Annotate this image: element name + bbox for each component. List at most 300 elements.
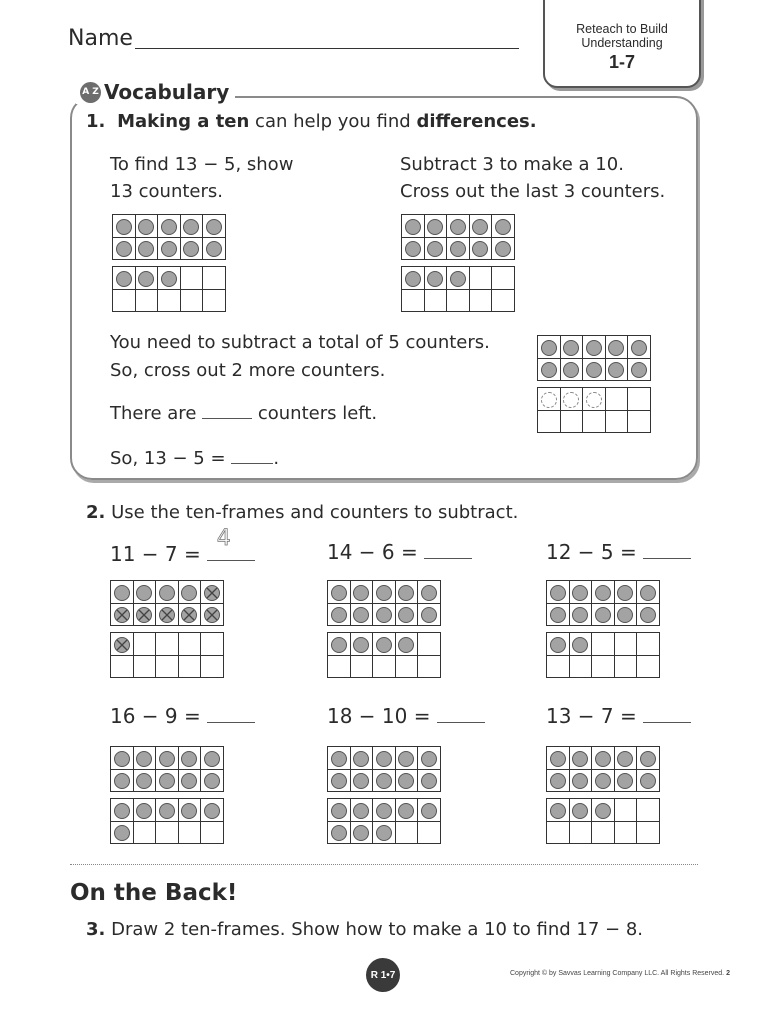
counter [136,751,152,767]
counter [550,803,566,819]
ten-frame [537,387,651,433]
counter [450,219,466,235]
ten-frame-cell [628,358,651,381]
counter [353,585,369,601]
counter [608,340,624,356]
removed-counter [563,392,579,408]
ten-frame-cell [180,215,203,238]
counter [640,585,656,601]
counter [376,637,392,653]
ten-frame-cell [402,237,425,260]
subtraction-equation [327,540,472,564]
ten-frame-cell [178,603,201,626]
ten-frame-cell [133,799,156,822]
ten-frame-cell [178,633,201,656]
counter [376,751,392,767]
ten-frame-cell [373,603,396,626]
ten-frame-cell [560,358,583,381]
counter [159,773,175,789]
counter [138,271,154,287]
dotted-answer: 4 [216,526,231,551]
ten-frame-cell [156,633,179,656]
counter [541,340,557,356]
ten-frame-cell [614,581,637,604]
ten-frame-cell [373,581,396,604]
counter [204,803,220,819]
counter [116,219,132,235]
ten-frame-cell [605,358,628,381]
counter [353,773,369,789]
ten-frame-cell [158,289,181,312]
counter [450,241,466,257]
ten-frame-cell [158,267,181,290]
ten-frame-cell [614,655,637,678]
ten-frame-cell [201,769,224,792]
counter [376,773,392,789]
ten-frame-cell [328,603,351,626]
answer-blank[interactable] [424,558,472,559]
equation-text: 11 − 7 = [110,542,201,566]
ten-frame [546,580,660,626]
ten-frame-cell [418,603,441,626]
ten-frame-cell [547,747,570,770]
counter [563,340,579,356]
counter [572,773,588,789]
ten-frame-cell [560,410,583,433]
ten-frame-cell [447,215,470,238]
ten-frame-cell [395,769,418,792]
crossed-counter [114,607,130,623]
ten-frame-cell [203,267,226,290]
example-right-line2: Cross out the last 3 counters. [400,181,666,202]
counter [353,607,369,623]
ten-frame-cell [350,769,373,792]
ten-frame-cell [178,581,201,604]
ten-frame-cell [350,747,373,770]
counter [136,803,152,819]
counter [595,773,611,789]
ten-frame-cell [133,581,156,604]
ten-frame-cell [418,747,441,770]
ten-frame-cell [201,655,224,678]
ten-frame-cell [424,215,447,238]
ten-frame-cell [424,289,447,312]
counter [595,751,611,767]
ten-frame [110,798,224,844]
counter [204,773,220,789]
lesson-type-line2: Understanding [581,36,663,50]
counter [550,607,566,623]
ten-frame-cell [492,289,515,312]
ten-frame-cell [547,603,570,626]
ten-frame-cell [328,747,351,770]
counter [181,803,197,819]
counter [114,773,130,789]
counter [398,751,414,767]
example-line6 [110,448,279,469]
crossed-counter [114,637,130,653]
removed-counter [586,392,602,408]
ten-frame-cell [113,267,136,290]
ten-frame-cell [418,655,441,678]
ten-frame-cell [328,633,351,656]
question-1-number: 1. [86,111,106,132]
counter [159,803,175,819]
ten-frame-cell [158,237,181,260]
crossed-counter [204,607,220,623]
ten-frame-cell [395,603,418,626]
ten-frame-cell [178,747,201,770]
ten-frame [401,266,515,312]
crossed-counter [136,607,152,623]
ten-frame-cell [583,410,606,433]
ten-frame-cell [418,821,441,844]
ten-frame [327,746,441,792]
counter [114,803,130,819]
crossed-counter [159,607,175,623]
ten-frame-cell [113,289,136,312]
counter [572,607,588,623]
ten-frame-cell [592,603,615,626]
ten-frame-cell [350,633,373,656]
answer-blank-13-minus-5[interactable] [231,463,273,464]
ten-frame-cell [605,336,628,359]
ten-frame-cell [350,821,373,844]
copyright-notice [510,970,730,977]
ten-frame-cell [569,769,592,792]
subtraction-equation [546,540,691,564]
question-3-text: Draw 2 ten-frames. Show how to make a 10 to find 17 − 8. [111,919,644,940]
counter [586,362,602,378]
ten-frame-cell [156,821,179,844]
crossed-counter [204,585,220,601]
counter [398,773,414,789]
counter [495,219,511,235]
ten-frame-cell [156,747,179,770]
ten-frame-cell [111,655,134,678]
counter [204,751,220,767]
counter [181,773,197,789]
counter [421,803,437,819]
ten-frame-cell [203,215,226,238]
ten-frame-cell [135,237,158,260]
ten-frame-cell [201,747,224,770]
counter [595,585,611,601]
counter [550,585,566,601]
ten-frame [327,632,441,678]
counter [495,241,511,257]
ten-frame-cell [560,336,583,359]
ten-frame-cell [592,747,615,770]
counter [617,585,633,601]
answer-blank-counters-left[interactable] [202,418,252,419]
ten-frame-cell [133,655,156,678]
line6-equation: So, 13 − 5 = [110,448,226,469]
counter [550,773,566,789]
q1-mid-text: can help you find [249,111,417,132]
ten-frame-cell [592,769,615,792]
answer-blank[interactable] [207,722,255,723]
ten-frame-cell [424,267,447,290]
ten-frame-cell [592,821,615,844]
ten-frame-cell [158,215,181,238]
ten-frame-cell [547,655,570,678]
ten-frame-cell [373,655,396,678]
ten-frame-cell [583,336,606,359]
ten-frame [546,746,660,792]
counter [563,362,579,378]
counter [398,607,414,623]
counter [631,362,647,378]
counter [421,607,437,623]
ten-frame-cell [328,655,351,678]
ten-frame-cell [569,633,592,656]
answer-blank[interactable] [643,722,691,723]
ten-frame-cell [395,633,418,656]
counter [114,751,130,767]
ten-frame-cell [133,821,156,844]
counter [421,751,437,767]
ten-frame-cell [614,769,637,792]
counter [421,585,437,601]
ten-frame-cell [111,633,134,656]
counter [138,241,154,257]
ten-frame-cell [569,581,592,604]
ten-frame-cell [637,799,660,822]
counter [376,803,392,819]
counter [427,271,443,287]
counter [550,637,566,653]
counter [640,751,656,767]
ten-frame-cell [547,799,570,822]
name-field-line[interactable] [135,48,519,49]
lesson-tab [543,0,701,88]
counter [572,637,588,653]
ten-frame-cell [447,289,470,312]
question-1 [86,111,537,132]
ten-frame-cell [605,410,628,433]
ten-frame-cell [418,581,441,604]
ten-frame-cell [111,799,134,822]
counter [608,362,624,378]
counter [181,585,197,601]
ten-frame-cell [180,237,203,260]
counter [595,803,611,819]
ten-frame-cell [373,821,396,844]
answer-blank[interactable] [643,558,691,559]
answer-blank[interactable] [207,526,255,561]
ten-frame-cell [614,821,637,844]
subtraction-equation [327,704,485,728]
ten-frame-cell [178,821,201,844]
ten-frame [546,632,660,678]
dotted-divider [70,864,698,865]
term-differences: differences. [416,111,537,132]
ten-frame-cell [418,799,441,822]
counter [376,825,392,841]
ten-frame-cell [469,215,492,238]
ten-frame-cell [156,799,179,822]
ten-frame-cell [605,388,628,411]
counter [427,241,443,257]
counter [183,219,199,235]
ten-frame-cell [469,267,492,290]
counter [617,773,633,789]
equation-text: 12 − 5 = [546,540,637,564]
ten-frame [110,746,224,792]
ten-frame-cell [447,237,470,260]
ten-frame-cell [492,215,515,238]
counter [472,241,488,257]
counter [138,219,154,235]
ten-frame-cell [203,237,226,260]
example-line4: So, cross out 2 more counters. [110,360,386,381]
counter [161,271,177,287]
ten-frame [110,580,224,626]
ten-frame-cell [328,581,351,604]
line5-before: There are [110,403,197,424]
ten-frame-cell [133,603,156,626]
ten-frame-cell [637,581,660,604]
ten-frame-cell [583,358,606,381]
counter [331,751,347,767]
ten-frame-cell [538,336,561,359]
subtraction-equation [110,704,255,728]
ten-frame-cell [560,388,583,411]
ten-frame-cell [395,747,418,770]
equation-text: 14 − 6 = [327,540,418,564]
ten-frame-cell [547,769,570,792]
ten-frame-cell [373,799,396,822]
equation-text: 13 − 7 = [546,704,637,728]
ten-frame-cell [395,799,418,822]
ten-frame-cell [111,581,134,604]
ten-frame-cell [201,821,224,844]
ten-frame-cell [637,655,660,678]
ten-frame-cell [328,769,351,792]
ten-frame-cell [469,237,492,260]
lesson-number: 1-7 [608,52,635,72]
counter [206,219,222,235]
ten-frame-cell [156,769,179,792]
ten-frame-cell [402,289,425,312]
counter [114,585,130,601]
ten-frame-cell [113,215,136,238]
counter [450,271,466,287]
counter [427,219,443,235]
ten-frame-cell [328,821,351,844]
ten-frame [327,580,441,626]
ten-frame-cell [547,581,570,604]
example-right-line1: Subtract 3 to make a 10. [400,154,624,175]
ten-frame-cell [538,388,561,411]
ten-frame-cell [492,267,515,290]
ten-frame-cell [156,655,179,678]
ten-frame-cell [156,581,179,604]
counter [405,271,421,287]
counter [114,825,130,841]
ten-frame-cell [178,799,201,822]
ten-frame-cell [156,603,179,626]
ten-frame-cell [614,747,637,770]
ten-frame-cell [614,799,637,822]
removed-counter [541,392,557,408]
counter [136,773,152,789]
counter [405,219,421,235]
page-number: 2 [726,970,730,977]
ten-frame-cell [569,655,592,678]
counter [617,751,633,767]
counter [159,585,175,601]
counter [331,607,347,623]
counter [159,751,175,767]
ten-frame-cell [637,603,660,626]
answer-blank[interactable] [437,722,485,723]
ten-frame-cell [201,603,224,626]
counter [353,637,369,653]
ten-frame-cell [111,769,134,792]
ten-frame-cell [395,581,418,604]
ten-frame-cell [592,633,615,656]
ten-frame-cell [395,821,418,844]
counter [331,637,347,653]
lesson-type-line1: Reteach to Build [576,22,668,36]
question-2 [86,502,518,523]
line5-after: counters left. [257,403,378,424]
counter [353,825,369,841]
counter [572,585,588,601]
ten-frame-cell [418,769,441,792]
ten-frame [112,266,226,312]
ten-frame-cell [569,799,592,822]
ten-frame [401,214,515,260]
ten-frame-cell [418,633,441,656]
ten-frame-cell [628,388,651,411]
ten-frame-cell [637,821,660,844]
equation-text: 18 − 10 = [327,704,431,728]
counter [161,219,177,235]
ten-frame-cell [111,821,134,844]
ten-frame-cell [592,799,615,822]
counter [331,803,347,819]
subtraction-equation [110,526,255,566]
page-badge: R 1•7 [366,958,400,992]
counter [617,607,633,623]
ten-frame-cell [538,410,561,433]
ten-frame-cell [402,215,425,238]
ten-frame-cell [492,237,515,260]
counter [353,803,369,819]
ten-frame-cell [569,747,592,770]
example-left-line1: To find 13 − 5, show [110,154,294,175]
counter [541,362,557,378]
ten-frame [112,214,226,260]
equation-text: 16 − 9 = [110,704,201,728]
ten-frame-cell [203,289,226,312]
ten-frame-cell [538,358,561,381]
question-3-number: 3. [86,919,106,940]
ten-frame-cell [592,655,615,678]
counter [136,585,152,601]
az-icon: A Z [80,82,101,103]
counter [116,241,132,257]
copyright-text: Copyright © by Savvas Learning Company LLC. All Rights Reserved. [510,970,725,977]
subtraction-equation [546,704,691,728]
ten-frame [327,798,441,844]
ten-frame-cell [201,799,224,822]
counter [398,585,414,601]
counter [572,751,588,767]
